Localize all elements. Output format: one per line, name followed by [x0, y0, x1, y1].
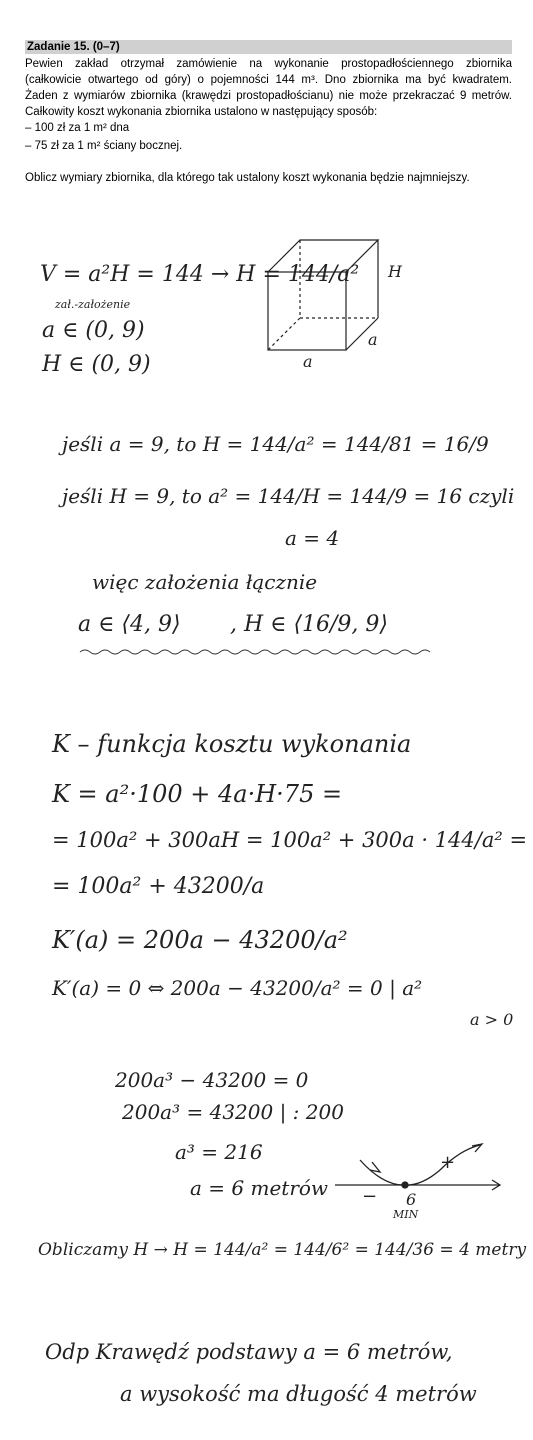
derivative-zero: K′(a) = 0 ⇔ 200a − 43200/a² = 0 | a² [52, 976, 423, 1000]
condition-a-positive: a > 0 [470, 1010, 514, 1029]
volume-equation: V = a²H = 144 → H = 144/a² [40, 262, 360, 287]
task-bullet-2: – 75 zł za 1 m² ściany bocznej. [25, 140, 183, 152]
cube-label-h: H [388, 262, 402, 281]
answer-line-1: Odp Krawędź podstawy a = 6 metrów, [45, 1340, 453, 1364]
equation-4: a = 6 metrów [190, 1176, 329, 1200]
task-bullet-1: – 100 zł za 1 m² dna [25, 122, 130, 134]
case-a-9: jeśli a = 9, to H = 144/a² = 144/81 = 16/9 [62, 432, 489, 456]
cost-line-2: = 100a² + 300aH = 100a² + 300a · 144/a² = [52, 828, 528, 852]
sign-root: 6 [406, 1190, 417, 1209]
range-a: a ∈ ⟨4, 9⟩ [78, 612, 181, 637]
derivative: K′(a) = 200a − 43200/a² [52, 926, 348, 954]
height-calculation: Obliczamy H → H = 144/a² = 144/6² = 144/36 = 4 metry [38, 1240, 527, 1260]
domain-h: H ∈ (0, 9) [42, 352, 151, 377]
task-line-2: (całkowicie otwartego od góry) o pojemności 144 m³. Dno zbiornika ma być kwadratem. [25, 74, 512, 86]
cost-function-def: K – funkcja kosztu wykonania [52, 730, 412, 758]
range-h: , H ∈ ⟨16/9, 9⟩ [230, 612, 388, 637]
task-line-1: Pewien zakład otrzymał zamówienie na wykonanie prostopadłościennego zbiornika [25, 58, 512, 70]
task-header: Zadanie 15. (0–7) [27, 41, 120, 53]
sign-minus: − [362, 1186, 378, 1207]
equation-1: 200a³ − 43200 = 0 [115, 1068, 309, 1092]
volume-note: zał.-założenie [55, 298, 131, 311]
task-question: Oblicz wymiary zbiornika, dla którego tak ustalony koszt wykonania będzie najmniejszy. [25, 172, 470, 184]
cube-sketch [268, 240, 378, 350]
equation-3: a³ = 216 [175, 1140, 263, 1164]
task-line-4: Całkowity koszt wykonania zbiornika ustalono w następujący sposób: [25, 106, 378, 118]
cube-label-a-side: a [368, 330, 378, 349]
sign-min-label: MIN [393, 1208, 419, 1221]
answer-line-2: a wysokość ma długość 4 metrów [120, 1382, 477, 1406]
equation-2: 200a³ = 43200 | : 200 [122, 1100, 344, 1124]
sign-diagram [335, 1144, 500, 1190]
cost-line-1: K = a²·100 + 4a·H·75 = [52, 780, 343, 808]
case-h-9: jeśli H = 9, to a² = 144/H = 144/9 = 16 czyli [62, 484, 515, 508]
wavy-underline [80, 650, 430, 654]
cost-line-3: = 100a² + 43200/a [52, 874, 265, 899]
sign-plus: + [440, 1152, 456, 1173]
conclusion: więc założenia łącznie [92, 570, 318, 594]
case-a-4: a = 4 [285, 526, 340, 550]
domain-a: a ∈ (0, 9) [42, 318, 145, 343]
task-line-3: Żaden z wymiarów zbiornika (krawędzi prostopadłościanu) nie może przekraczać 9 metrów. [25, 90, 512, 102]
cube-label-a-bottom: a [303, 352, 313, 371]
